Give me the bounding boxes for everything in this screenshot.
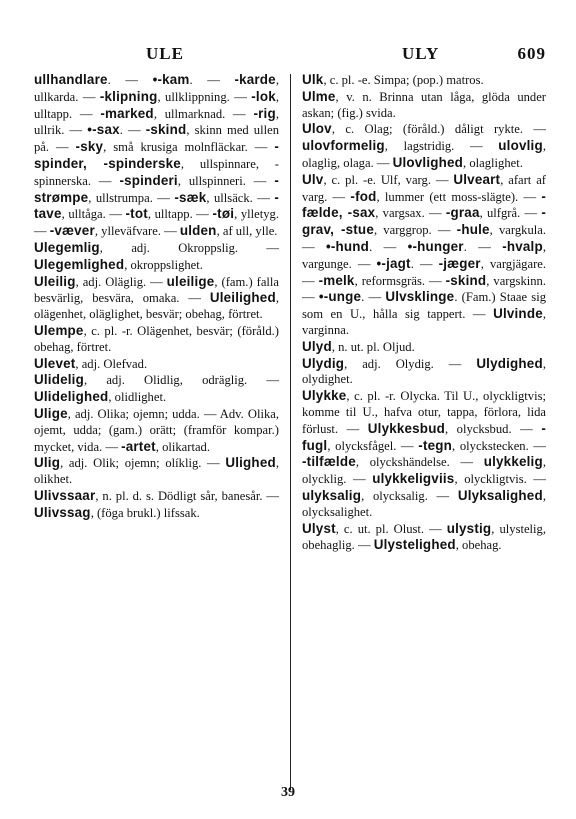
- dictionary-entry: Ulige, adj. Olika; ojemn; udda. — Adv. Olika, ojemt, udda; (gam.) orätt; (framför kompar.) mycket, vida. — -artet, olikartad.: [34, 405, 279, 454]
- column-divider: [290, 74, 291, 790]
- dictionary-entry: Ulevet, adj. Olefvad.: [34, 355, 148, 371]
- dictionary-entry: Ulyd, n. ut. pl. Oljud.: [302, 338, 415, 354]
- dictionary-entry: Ulyst, c. ut. pl. Olust. — ulystig, ulystelig, obehaglig. — Ulystelighed, obehag.: [302, 520, 546, 553]
- header-left-guideword: ULE: [146, 44, 184, 63]
- signature-mark: 39: [281, 785, 295, 800]
- dictionary-entry: Ulivssaar, n. pl. d. s. Dödligt sår, banesår. — Ulivssag, (föga brukl.) lifssak.: [34, 487, 279, 520]
- dictionary-entry: Ulv, c. pl. -e. Ulf, varg. — Ulveart, afart af varg. — -fod, lummer (ett moss-slägte). — -fælde, -sax, vargsax. — -graa, ulfgrå. — -grav, -stue, varggrop. — -hule, vargkula. — •-hund. — •-hunger. — -hvalp, vargunge. — •-jagt. — -jæger, vargjägare. — -melk, reformsgräs. — -skind, vargskinn. — •-unge. — Ulvsklinge. (Fam.) Staae sig som en U., hålla sig tappert. — Ulvinde, varginna.: [302, 171, 547, 337]
- dictionary-entry: ullhandlare. — •-kam. — -karde, ullkarda. — -klipning, ullklippning. — -lok, ulltapp. — -marked, ullmarknad. — -rig, ullrik. — •-sax. — -skind, skinn med ullen på. — -sky, små krusiga molnfläckar. — -spinder, -spinderske, ullspinnare, -spinnerska. — -spinderi, ullspinneri. — -strømpe, ullstrumpa. — -sæk, ullsäck. — -tave, ulltåga. — -tot, ulltapp. — -tøi, ylletyg. — -væver, ylleväfvare. — ulden, af ull, ylle.: [34, 72, 279, 239]
- header-right-guideword: ULY: [402, 44, 440, 63]
- dictionary-entry: Ulk, c. pl. -e. Simpa; (pop.) matros.: [302, 72, 484, 87]
- dictionary-entry: Ulme, v. n. Brinna utan låga, glöda under askan; (fig.) svida.: [302, 88, 546, 120]
- dictionary-entry: Uleilig, adj. Olä͏glig. — uleilige, (fam.) falla besvärlig, besvära, omaka. — Uleilighed, olägenhet, oläglighet, besvär; obehag, förtret.: [34, 273, 279, 322]
- left-column: [34, 72, 279, 522]
- dictionary-entry: Ulegemlig, adj. Okroppslig. — Ulegemlighed, okroppslighet.: [34, 239, 279, 272]
- dictionary-entry: Ulydig, adj. Olydig. — Ulydighed, olydighet.: [302, 355, 546, 387]
- dictionary-entry: Ulidelig, adj. Olidlig, odräglig. — Ulidelighed, olidlighet.: [34, 372, 279, 405]
- right-column: [302, 72, 546, 554]
- page-number: 609: [517, 44, 546, 63]
- dictionary-entry: Ulig, adj. Olik; ojemn; olíklig. — Ulighed, olikhet.: [34, 455, 279, 487]
- dictionary-entry: Ulykke, c. pl. -r. Olycka. Til U., olyckligtvis; komme til U., hafva otur, tappa, förlora, lida förlust. — Ulykkesbud, olycksbud. — -fugl, olycksfågel. — -tegn, olyckstecken. — -tilfælde, olyckshändelse. — ulykkelig, olycklig. — ulykkeligviis, olyckligtvis. — ulyksalig, olycksalig. — Ulyksalighed, olycksalighet.: [302, 388, 547, 519]
- dictionary-entry: Ulov, c. Olag; (föråld.) dåligt rykte. — ulovformelig, lagstridig. — ulovlig, olaglig, olaga. — Ulovlighed, olaglighet.: [302, 121, 546, 170]
- running-header: [32, 44, 546, 68]
- dictionary-entry: Ulempe, c. pl. -r. Olägenhet, besvär; (föråld.) obehag, förtret.: [34, 322, 279, 354]
